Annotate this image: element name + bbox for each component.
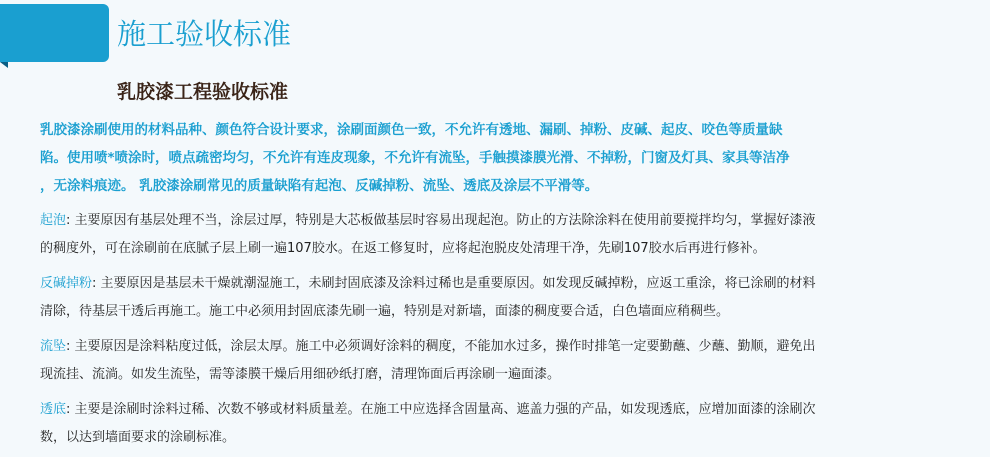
- title-tab-decoration: [0, 4, 109, 62]
- defect-text: : 主要原因是基层未干燥就潮湿施工，未刷封固底漆及涂料过稀也是重要原因。如发现反碱掉粉，应返工重涂，将已涂刷的材料: [92, 276, 816, 291]
- defect-blistering: [40, 207, 955, 263]
- defect-text: : 主要是涂刷时涂料过稀、次数不够或材料质量差。在施工中应选择含固量高、遮盖力强的产品，如发现透底，应增加面漆的涂刷次: [66, 402, 816, 417]
- defect-line: 现流挂、流淌。如发生流坠，需等漆膜干燥后用细砂纸打磨，清理饰面后再涂刷一遍面漆。: [40, 367, 561, 382]
- defect-efflorescence: [40, 270, 955, 326]
- section-subtitle: 乳胶漆工程验收标准: [117, 81, 289, 103]
- title-tab-fold: [0, 62, 8, 68]
- page-title: 施工验收标准: [117, 17, 292, 51]
- defect-label: 透底: [40, 402, 67, 417]
- defect-line: 数，以达到墙面要求的涂刷标准。: [40, 430, 236, 445]
- defect-text: : 主要原因有基层处理不当，涂层过厚，特别是大芯板做基层时容易出现起泡。防止的方法除涂料在使用前要搅拌均匀，掌握好漆液: [66, 213, 816, 228]
- intro-line: 乳胶漆涂刷使用的材料品种、颜色符合设计要求，涂刷面颜色一致，不允许有透地、漏刷、掉粉、皮碱、起皮、咬色等质量缺: [40, 122, 783, 138]
- defect-label: 起泡: [40, 213, 67, 228]
- defect-text: : 主要原因是涂料粘度过低，涂层太厚。施工中必须调好涂料的稠度，不能加水过多，操作时排笔一定要勤蘸、少蘸、勤顺，避免出: [66, 339, 816, 354]
- defect-line: [40, 396, 955, 424]
- defect-label: 流坠: [40, 339, 67, 354]
- defect-line: 的稠度外，可在涂刷前在底腻子层上刷一遍107胶水。在返工修复时，应将起泡脱皮处清理干净，先刷107胶水后再进行修补。: [40, 241, 766, 256]
- defect-label: 反碱掉粉: [40, 276, 93, 291]
- defect-line: [40, 207, 955, 235]
- intro-paragraph: [40, 116, 955, 200]
- intro-line: 陷。使用喷*喷涂时，喷点疏密均匀，不允许有连皮现象，不允许有流坠，手触摸漆膜光滑、不掉粉，门窗及灯具、家具等洁净: [40, 150, 790, 166]
- defect-line: [40, 333, 955, 361]
- defect-sagging: [40, 333, 955, 389]
- defect-line: 清除，待基层干透后再施工。施工中必须用封固底漆先刷一遍，特别是对新墙，面漆的稠度要合适，白色墙面应稍稠些。: [40, 304, 730, 319]
- intro-line: ，无涂料痕迹。 乳胶漆涂刷常见的质量缺陷有起泡、反碱掉粉、流坠、透底及涂层不平滑等。: [40, 178, 599, 194]
- defect-show-through: [40, 396, 955, 452]
- defect-line: [40, 270, 955, 298]
